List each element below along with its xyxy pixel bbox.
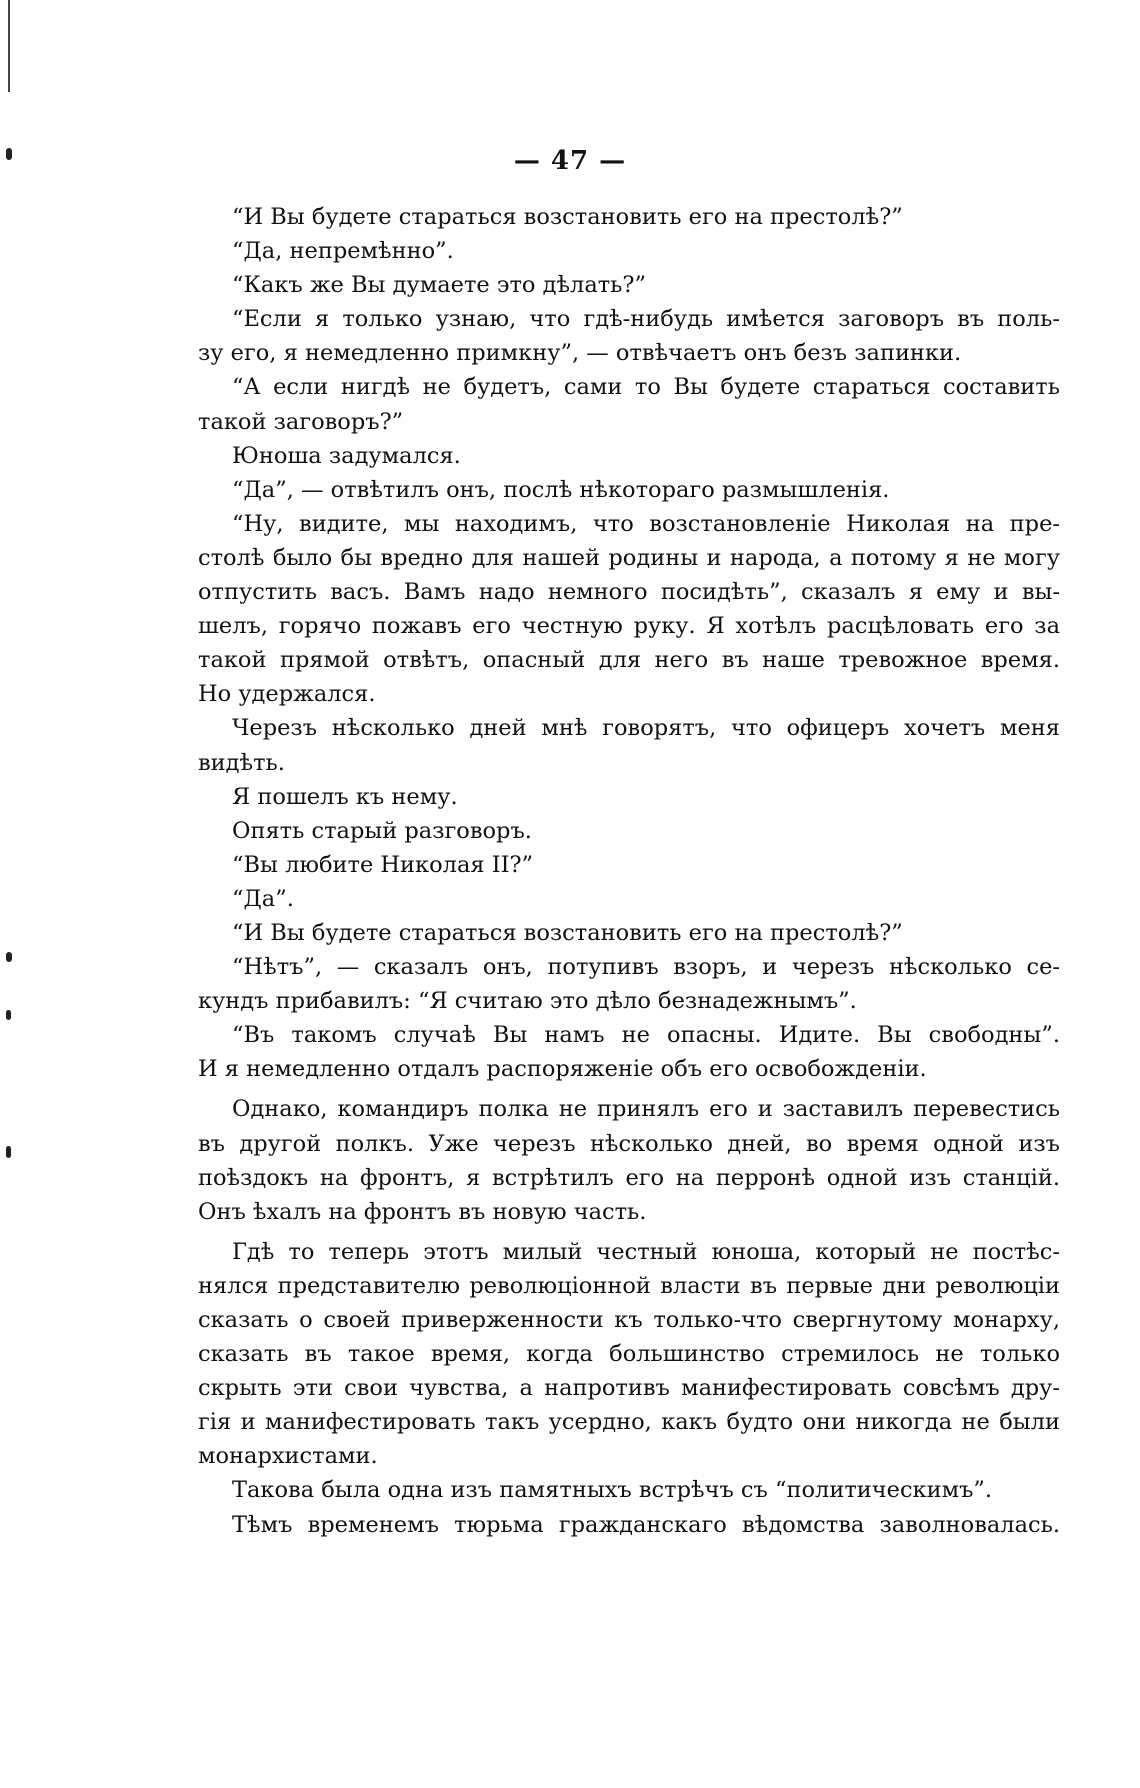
scan-edge-mark xyxy=(8,0,10,92)
text-line: монархистами. xyxy=(198,1443,378,1470)
scan-speck xyxy=(6,1146,11,1158)
text-line: “Да”. xyxy=(232,885,294,912)
text-line: Тѣмъ временемъ тюрьма гражданскаго вѣдомства заволновалась. xyxy=(232,1511,1060,1538)
text-line: Юноша задумался. xyxy=(232,442,461,469)
text-line: Гдѣ то теперь этотъ милый честный юноша, который не постѣс- xyxy=(232,1238,1060,1265)
text-line: “Да”, — отвѣтилъ онъ, послѣ нѣкотораго размышленія. xyxy=(232,476,890,503)
text-line: Но удержался. xyxy=(198,681,376,708)
text-line: И я немедленно отдалъ распоряженіе объ его освобожденіи. xyxy=(198,1056,927,1083)
text-line: “Въ такомъ случаѣ Вы намъ не опасны. Идите. Вы свободны”. xyxy=(232,1022,1060,1049)
body-text xyxy=(198,200,1060,1542)
text-line: въ другой полкъ. Уже черезъ нѣсколько дней, во время одной изъ xyxy=(198,1130,1060,1157)
text-line: поѣздокъ на фронтъ, я встрѣтилъ его на перронѣ одной изъ станцій. xyxy=(198,1164,1060,1191)
text-line: Я пошелъ къ нему. xyxy=(232,783,458,810)
scan-speck xyxy=(6,1010,11,1020)
text-line: сказать въ такое время, когда большинство стремилось не только xyxy=(198,1341,1060,1368)
text-line: столѣ было бы вредно для нашей родины и народа, а потому я не могу xyxy=(198,544,1060,571)
text-line: скрыть эти свои чувства, а напротивъ манифестировать совсѣмъ дру- xyxy=(198,1375,1060,1402)
text-line: “Нѣтъ”, — сказалъ онъ, потупивъ взоръ, и черезъ нѣсколько се- xyxy=(232,954,1060,981)
text-line: Однако, командиръ полка не принялъ его и заставилъ перевестись xyxy=(232,1096,1060,1123)
text-line: “Да, непремѣнно”. xyxy=(232,238,454,265)
text-line: такой заговоръ?” xyxy=(198,408,404,435)
text-line: Черезъ нѣсколько дней мнѣ говорятъ, что офицеръ хочетъ меня xyxy=(232,715,1060,742)
text-line: “Ну, видите, мы находимъ, что возстановленіе Николая на пре- xyxy=(232,510,1060,537)
text-line: кундъ прибавилъ: “Я считаю это дѣло безнадежнымъ”. xyxy=(198,988,857,1015)
text-line: Опять старый разговоръ. xyxy=(232,817,532,844)
text-line: Такова была одна изъ памятныхъ встрѣчъ съ “политическимъ”. xyxy=(232,1477,993,1504)
text-line: сказать о своей приверженности къ только-что свергнутому монарху, xyxy=(198,1307,1060,1333)
text-line: шелъ, горячо пожавъ его честную руку. Я хотѣлъ расцѣловать его за xyxy=(198,613,1060,640)
text-line: отпустить васъ. Вамъ надо немного посидѣть”, сказалъ я ему и вы- xyxy=(198,579,1060,606)
text-line: “Вы любите Николая II?” xyxy=(232,851,534,878)
text-line: видѣть. xyxy=(198,749,285,776)
text-line: Онъ ѣхалъ на фронтъ въ новую часть. xyxy=(198,1198,647,1225)
page-number: — 47 — xyxy=(513,146,627,176)
text-line: такой прямой отвѣтъ, опасный для него въ наше тревожное время. xyxy=(198,647,1060,674)
text-line: “А если нигдѣ не будетъ, сами то Вы будете стараться составить xyxy=(232,374,1060,401)
text-line: гія и манифестировать такъ усердно, какъ будто они никогда не были xyxy=(198,1409,1060,1436)
text-line: нялся представителю революціонной власти въ первые дни революціи xyxy=(198,1272,1060,1299)
text-line: “Какъ же Вы думаете это дѣлать?” xyxy=(232,272,646,299)
text-line: “И Вы будете стараться возстановить его на престолѣ?” xyxy=(232,919,903,946)
text-line: “Если я только узнаю, что гдѣ-нибудь имѣется заговоръ въ поль- xyxy=(232,306,1060,333)
text-line: “И Вы будете стараться возстановить его на престолѣ?” xyxy=(232,204,903,230)
scan-speck xyxy=(6,952,12,962)
text-line: зу его, я немедленно примкну”, — отвѣчаетъ онъ безъ запинки. xyxy=(198,340,962,367)
